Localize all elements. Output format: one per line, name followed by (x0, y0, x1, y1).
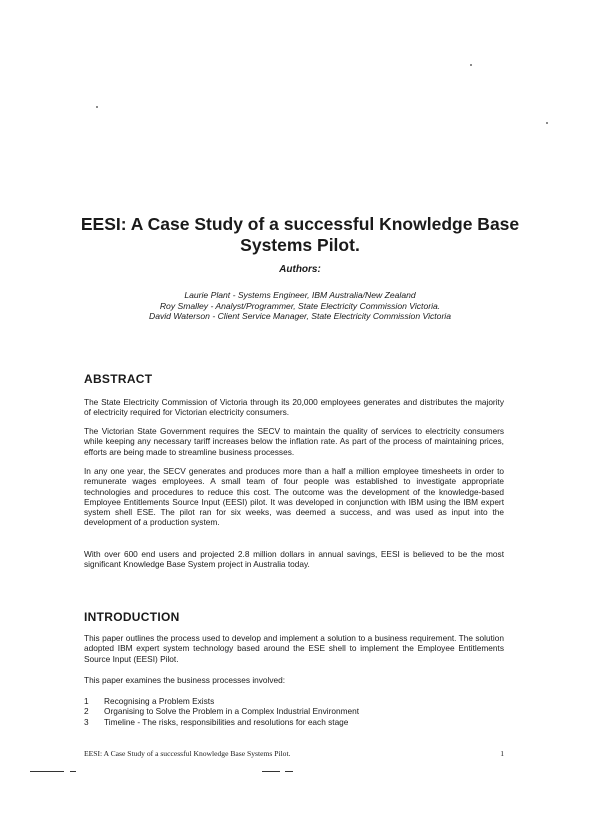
business-process-list (84, 696, 504, 727)
list-text: Recognising a Problem Exists (104, 696, 215, 706)
abstract-paragraph-2: The Victorian State Government requires the SECV to maintain the quality of services to electricity consumers while keeping any necessary tariff increases below the inflation rate. As part of the process of maintaining prices, efforts are being made to streamline business processes. (84, 426, 504, 457)
list-item (84, 696, 504, 706)
page-footer (84, 749, 504, 758)
list-number: 1 (84, 696, 89, 706)
list-item (84, 706, 504, 716)
introduction-heading: INTRODUCTION (84, 610, 180, 624)
list-text: Organising to Solve the Problem in a Complex Industrial Environment (104, 706, 360, 717)
scan-artifact-rule (30, 771, 64, 772)
list-number: 3 (84, 716, 89, 727)
author-list (60, 290, 540, 322)
author-line: David Waterson - Client Service Manager, State Electricity Commission Victoria (148, 311, 451, 321)
paper-title: EESI: A Case Study of a successful Knowledge Base Systems Pilot. (80, 214, 520, 255)
scan-speck (470, 64, 472, 66)
introduction-paragraph-2: This paper examines the business processes involved: (84, 675, 286, 685)
scan-speck (96, 106, 98, 108)
scan-artifact-rule (285, 771, 293, 772)
list-text: Timeline - The risks, responsibilities and resolutions for each stage (104, 716, 349, 727)
abstract-heading: ABSTRACT (84, 372, 153, 386)
abstract-paragraph-4: With over 600 end users and projected 2.8 million dollars in annual savings, EESI is believed to be the most significant Knowledge Base System project in Australia today. (84, 549, 504, 570)
abstract-paragraph-1: The State Electricity Commission of Victoria through its 20,000 employees generates and distributes the majority of electricity required for Victorian electricity consumers. (84, 397, 504, 418)
list-number: 2 (84, 706, 89, 717)
page-number: 1 (500, 749, 504, 758)
scan-artifact-rule (70, 771, 76, 772)
authors-label: Authors: (279, 264, 321, 275)
introduction-paragraph-1: This paper outlines the process used to develop and implement a solution to a business requirement. The solution adopted IBM expert system technology based around the ESE shell to implement the Employee Entitlements Source Input (EESI) Pilot. (84, 633, 504, 664)
scan-speck (546, 122, 548, 124)
abstract-paragraph-3: In any one year, the SECV generates and produces more than a half a million employee timesheets in order to remunerate wages employees. A small team of four people was established to investigate appropriate technologies and procedures to reduce this cost. The outcome was the development of the knowledge-based Employee Entitlements Source Input (EESI) pilot. It was developed in conjunction with IBM using the IBM expert system shell ESE. The pilot ran for six weeks, was deemed a success, and was used as input into the development of a production system. (84, 466, 504, 528)
running-title: EESI: A Case Study of a successful Knowledge Base Systems Pilot. (84, 749, 291, 758)
author-line: Roy Smalley - Analyst/Programmer, State Electricity Commission Victoria. (159, 300, 441, 311)
scan-artifact-rule (262, 771, 280, 772)
author-line: Laurie Plant - Systems Engineer, IBM Australia/New Zealand (184, 290, 416, 300)
list-item (84, 717, 504, 727)
